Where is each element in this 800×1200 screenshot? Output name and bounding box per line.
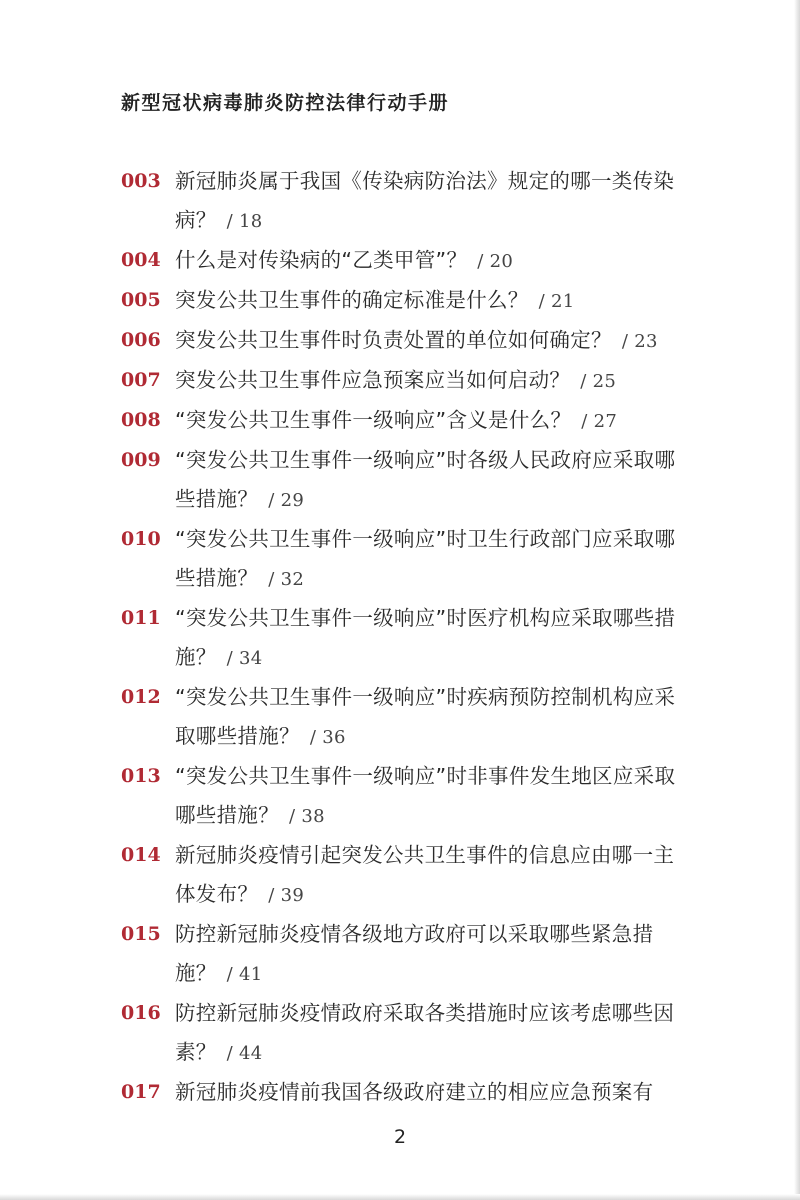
page-reference: / 21 <box>538 291 575 312</box>
toc-entry-005[interactable] <box>121 281 691 321</box>
entry-title: 新冠肺炎疫情引起突发公共卫生事件的信息应由哪一主体发布？ / 39 <box>175 843 675 906</box>
toc-entry-013[interactable] <box>121 757 691 836</box>
entry-number: 007 <box>121 369 161 391</box>
entry-title: 突发公共卫生事件时负责处置的单位如何确定？ / 23 <box>175 328 658 352</box>
toc-entry-009[interactable] <box>121 441 691 520</box>
entry-number: 011 <box>121 607 161 629</box>
toc-entry-008[interactable] <box>121 401 691 441</box>
page-reference: / 18 <box>226 211 263 232</box>
entry-title: “突发公共卫生事件一级响应”时各级人民政府应采取哪些措施？ / 29 <box>175 448 676 511</box>
entry-number: 008 <box>121 409 161 431</box>
entry-number: 013 <box>121 765 161 787</box>
toc-entry-015[interactable] <box>121 915 691 994</box>
entry-title: 突发公共卫生事件的确定标准是什么？ / 21 <box>175 288 575 312</box>
page-reference: / 38 <box>289 806 325 827</box>
entry-title: 防控新冠肺炎疫情各级地方政府可以采取哪些紧急措施？ / 41 <box>175 922 654 985</box>
entry-number: 006 <box>121 329 161 351</box>
page-reference: / 20 <box>477 251 514 272</box>
toc-entry-012[interactable] <box>121 678 691 757</box>
entry-title: 什么是对传染病的“乙类甲管”？ / 20 <box>175 248 514 272</box>
page-reference: / 44 <box>226 1043 263 1064</box>
page-number: 2 <box>393 1126 407 1148</box>
toc-entry-007[interactable] <box>121 361 691 401</box>
toc-entry-003[interactable] <box>121 162 691 241</box>
entry-number: 010 <box>121 528 161 550</box>
table-of-contents <box>121 162 691 1112</box>
entry-number: 004 <box>121 249 161 271</box>
entry-title: “突发公共卫生事件一级响应”含义是什么？ / 27 <box>175 408 618 432</box>
entry-title: 防控新冠肺炎疫情政府采取各类措施时应该考虑哪些因素？ / 44 <box>175 1001 675 1064</box>
toc-entry-017[interactable] <box>121 1073 691 1112</box>
page-edge-shadow-bottom <box>0 1194 800 1200</box>
toc-entry-016[interactable] <box>121 994 691 1073</box>
entry-number: 015 <box>121 923 161 945</box>
page-reference: / 25 <box>580 371 617 392</box>
page-reference: / 23 <box>621 331 658 352</box>
toc-entry-004[interactable] <box>121 241 691 281</box>
entry-number: 012 <box>121 686 161 708</box>
page-reference: / 29 <box>268 490 305 511</box>
page-reference: / 39 <box>268 885 305 906</box>
entry-title: 新冠肺炎疫情前我国各级政府建立的相应应急预案有 <box>175 1080 654 1104</box>
entry-title: “突发公共卫生事件一级响应”时医疗机构应采取哪些措施？ / 34 <box>175 606 676 669</box>
toc-entry-011[interactable] <box>121 599 691 678</box>
entry-title: “突发公共卫生事件一级响应”时非事件发生地区应采取哪些措施？ / 38 <box>175 764 676 827</box>
entry-title: 突发公共卫生事件应急预案应当如何启动？ / 25 <box>175 368 617 392</box>
entry-number: 003 <box>121 170 161 192</box>
entry-number: 014 <box>121 844 161 866</box>
page-reference: / 41 <box>226 964 263 985</box>
entry-number: 005 <box>121 289 161 311</box>
page-header-title: 新型冠状病毒肺炎防控法律行动手册 <box>121 92 450 114</box>
page-edge-shadow-right <box>794 0 800 1200</box>
toc-entry-006[interactable] <box>121 321 691 361</box>
toc-entry-010[interactable] <box>121 520 691 599</box>
entry-number: 016 <box>121 1002 161 1024</box>
entry-title: 新冠肺炎属于我国《传染病防治法》规定的哪一类传染病？ / 18 <box>175 169 675 232</box>
page-reference: / 27 <box>581 411 618 432</box>
page-reference: / 34 <box>226 648 263 669</box>
page-reference: / 36 <box>309 727 346 748</box>
entry-title: “突发公共卫生事件一级响应”时卫生行政部门应采取哪些措施？ / 32 <box>175 527 676 590</box>
entry-title: “突发公共卫生事件一级响应”时疾病预防控制机构应采取哪些措施？ / 36 <box>175 685 676 748</box>
entry-number: 009 <box>121 449 161 471</box>
entry-number: 017 <box>121 1081 161 1103</box>
toc-entry-014[interactable] <box>121 836 691 915</box>
page-reference: / 32 <box>268 569 305 590</box>
